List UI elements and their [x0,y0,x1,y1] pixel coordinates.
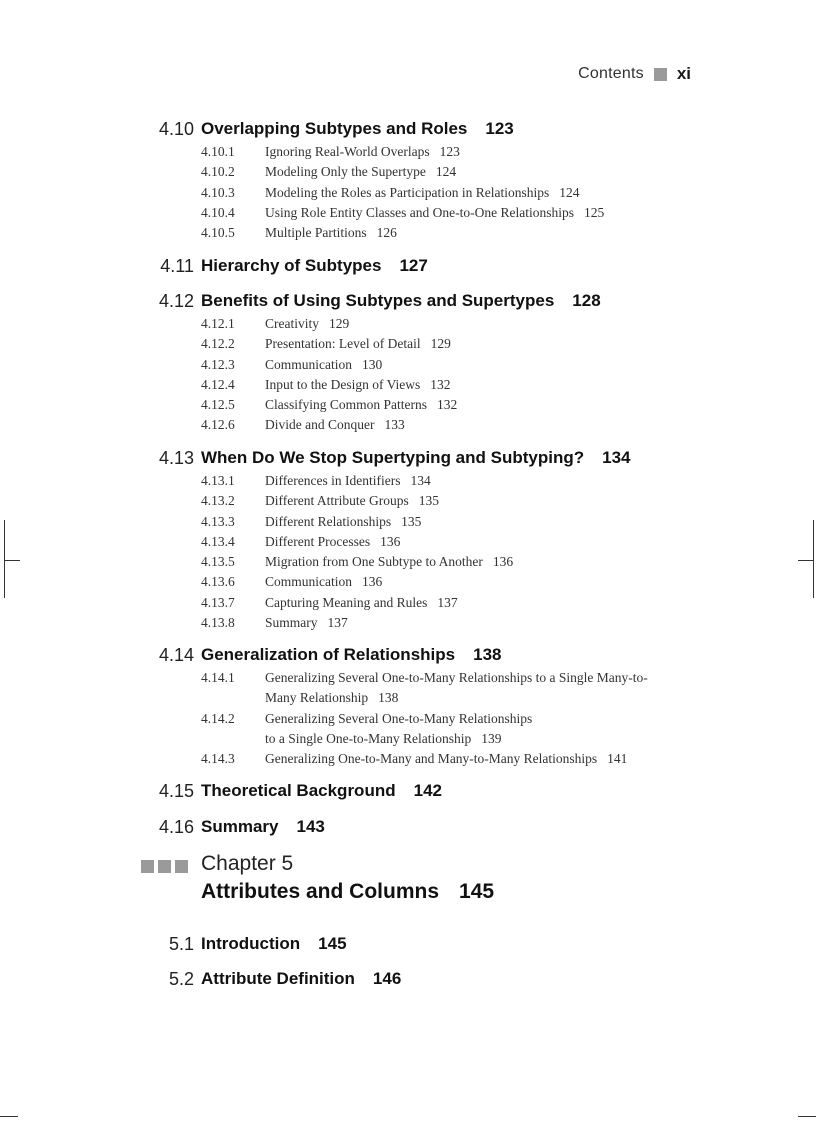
subsection-page: 125 [583,204,605,220]
subsection-number: 4.13.3 [201,513,235,529]
subsection-page: 135 [401,513,422,529]
section-page: 145 [318,934,347,953]
section-title-text: Benefits of Using Subtypes and Supertypes [201,291,555,310]
subsection-title-text: Ignoring Real-World Overlaps [265,144,430,159]
subsection-title [265,514,421,530]
section-title [201,817,325,837]
subsection-entry[interactable] [0,574,816,594]
subsection-entry[interactable] [0,377,816,397]
section-title-text: When Do We Stop Supertyping and Subtyping? [201,448,585,467]
running-header-label: Contents [578,65,644,82]
subsection-title-text: Generalizing Several One-to-Many Relationships [265,710,533,726]
subsection-entry[interactable] [0,595,816,615]
subsection-entry[interactable] [0,316,816,336]
section-title-text: Introduction [201,934,301,953]
toc-section [0,119,816,245]
subsection-title-text: Different Relationships [265,513,392,529]
subsection-title [265,357,382,373]
toc-section [0,256,816,280]
subsection-title-text: Multiple Partitions [265,225,367,241]
subsection-entry[interactable] [0,534,816,554]
subsection-entry[interactable] [0,670,816,690]
section-title [201,645,501,665]
toc-section-heading[interactable] [0,934,816,958]
section-title [201,291,601,311]
chapter-squares-icon [141,860,192,873]
gray-square-icon [654,68,667,81]
subsection-list [0,670,816,771]
page-number: xi [676,64,691,83]
section-number: 4.11 [160,256,194,276]
subsection-title-text: Different Attribute Groups [265,493,409,509]
subsection-title-text: Migration from One Subtype to Another [265,554,483,570]
subsection-entry[interactable] [0,205,816,225]
subsection-number: 4.10.3 [201,184,235,200]
subsection-entry[interactable] [0,225,816,245]
section-number: 4.16 [158,817,194,837]
subsection-page: 132 [430,376,451,392]
toc-section [0,817,816,841]
section-page: 128 [572,291,601,310]
crop-mark-left-h [4,560,20,561]
subsection-list [0,316,816,438]
subsection-title-text: Generalizing Several One-to-Many Relationships to a Single Many-to- [265,670,648,685]
subsection-page: 129 [430,336,451,352]
subsection-entry[interactable] [0,554,816,574]
subsection-title-text: Generalizing One-to-Many and Many-to-Many Relationships [265,751,598,767]
section-title-text: Generalization of Relationships [201,645,456,664]
section-title [201,781,442,801]
toc-section-heading[interactable] [0,817,816,841]
subsection-entry[interactable] [0,397,816,417]
subsection-entry[interactable] [0,493,816,513]
subsection-page: 136 [362,574,383,590]
section-page: 134 [602,448,631,467]
subsection-title-text: Input to the Design of Views [265,376,421,392]
subsection-page: 134 [410,473,431,488]
section-title-text: Hierarchy of Subtypes [201,256,382,275]
section-number: 5.2 [168,969,194,989]
subsection-number: 4.12.1 [201,316,235,331]
subsection-title [265,417,405,433]
subsection-title-text: to a Single One-to-Many Relationship [265,730,472,746]
subsection-title-text: Communication [265,356,352,372]
toc-section-heading[interactable] [0,448,816,472]
crop-mark-right-h [798,560,814,561]
subsection-page: 137 [327,615,348,631]
section-number: 4.12 [158,291,194,311]
subsection-number: 4.14.3 [201,751,235,767]
subsection-number: 4.10.1 [201,144,235,159]
subsection-page: 123 [439,144,460,159]
subsection-page: 133 [384,417,405,433]
toc-section-heading[interactable] [0,781,816,805]
section-title [201,119,514,139]
subsection-number: 4.13.5 [201,554,235,570]
toc-section-heading[interactable] [0,291,816,315]
subsection-number: 4.13.7 [201,594,235,610]
subsection-page: 136 [380,533,401,549]
subsection-title [265,225,397,241]
chapter-label: Chapter 5 [201,852,294,875]
subsection-title [265,751,627,767]
subsection-title-text: Presentation: Level of Detail [265,336,421,352]
section-page: 142 [413,781,442,800]
subsection-entry[interactable] [0,336,816,356]
crop-mark-left [4,520,5,598]
subsection-title [265,554,513,570]
subsection-title [265,185,579,201]
subsection-title [265,205,604,221]
subsection-title [265,493,439,509]
subsection-title [265,397,457,413]
subsection-page: 129 [329,316,350,331]
toc-section [0,781,816,805]
section-title [201,448,630,468]
subsection-page: 139 [481,730,502,746]
subsection-title-text: Summary [265,615,318,631]
section-number: 5.1 [168,934,194,954]
subsection-entry-continued[interactable] [0,690,816,710]
subsection-entry[interactable] [0,615,816,635]
subsection-entry[interactable] [0,417,816,437]
subsection-title-text: Many Relationship [265,690,369,706]
subsection-title [265,615,348,631]
subsection-entry[interactable] [0,514,816,534]
subsection-entry-continued[interactable] [0,731,816,751]
subsection-title [265,164,456,180]
subsection-number: 4.10.4 [201,204,235,220]
section-title-text: Overlapping Subtypes and Roles [201,119,468,138]
subsection-number: 4.13.4 [201,533,235,549]
subsection-title-text: Creativity [265,316,319,331]
subsection-list [0,473,816,635]
running-header [578,64,691,84]
subsection-title-text: Classifying Common Patterns [265,397,427,413]
subsection-title-text: Capturing Meaning and Rules [265,594,428,610]
subsection-number: 4.12.3 [201,356,235,372]
subsection-page: 138 [378,690,399,706]
section-page: 123 [485,119,514,138]
subsection-number: 4.12.6 [201,417,235,433]
subsection-page: 126 [376,225,397,241]
subsection-entry[interactable] [0,473,816,493]
subsection-title-text: Communication [265,574,352,590]
subsection-number: 4.14.1 [201,670,235,685]
subsection-page: 124 [559,184,580,200]
section-title-text: Attribute Definition [201,969,355,988]
toc-section-heading[interactable] [0,645,816,669]
toc-section [0,934,816,958]
subsection-page: 135 [418,493,439,509]
subsection-page: 132 [437,397,458,413]
subsection-title-text: Differences in Identifiers [265,473,401,488]
subsection-entry[interactable] [0,751,816,771]
section-title [201,934,347,954]
toc-section [0,291,816,438]
subsection-title [265,574,382,590]
crop-mark-bottom-left [0,1116,18,1117]
toc-section-heading[interactable] [0,256,816,280]
section-page: 143 [296,817,325,836]
section-title-text: Theoretical Background [201,781,396,800]
crop-mark-bottom-right [798,1116,816,1117]
subsection-page: 130 [362,356,383,372]
subsection-number: 4.13.8 [201,615,235,631]
subsection-title [265,711,532,727]
subsection-entry[interactable] [0,144,816,164]
subsection-title-text: Modeling Only the Supertype [265,164,426,180]
chapter-title [201,880,494,904]
toc-section [0,448,816,635]
subsection-number: 4.13.1 [201,473,235,488]
subsection-title [265,690,398,706]
subsection-title [265,336,451,352]
subsection-number: 4.13.2 [201,493,235,509]
section-number: 4.10 [158,119,194,139]
subsection-title [265,144,460,160]
subsection-number: 4.10.2 [201,164,235,180]
subsection-number: 4.12.5 [201,397,235,413]
subsection-title [265,731,501,747]
subsection-entry[interactable] [0,711,816,731]
section-number: 4.15 [158,781,194,801]
subsection-number: 4.14.2 [201,710,235,726]
chapter-page: 145 [459,880,495,903]
toc-section [0,645,816,771]
crop-mark-right [813,520,814,598]
subsection-number: 4.12.4 [201,376,235,392]
section-title [201,969,401,989]
subsection-title [265,670,648,686]
subsection-page: 137 [437,594,458,610]
section-number: 4.13 [158,448,194,468]
subsection-title [265,377,451,393]
section-title [201,256,428,276]
toc-section-heading[interactable] [0,119,816,143]
subsection-entry[interactable] [0,357,816,377]
subsection-title [265,595,458,611]
subsection-number: 4.10.5 [201,225,235,241]
subsection-title [265,473,431,489]
subsection-title-text: Using Role Entity Classes and One-to-One Relationships [265,204,574,220]
toc-section-heading[interactable] [0,969,816,993]
subsection-entry[interactable] [0,164,816,184]
subsection-entry[interactable] [0,185,816,205]
subsection-title [265,534,400,550]
subsection-title-text: Different Processes [265,533,371,549]
section-page: 127 [399,256,428,275]
subsection-page: 141 [607,751,628,767]
chapter-title-text: Attributes and Columns [201,880,440,903]
subsection-list [0,144,816,245]
subsection-page: 124 [435,164,457,180]
subsection-title [265,316,349,332]
subsection-number: 4.12.2 [201,336,235,352]
section-title-text: Summary [201,817,279,836]
subsection-title-text: Divide and Conquer [265,417,375,433]
section-number: 4.14 [158,645,194,665]
section-page: 138 [473,645,502,664]
toc-section [0,969,816,993]
subsection-title-text: Modeling the Roles as Participation in Relationships [265,184,550,200]
subsection-page: 136 [492,554,514,570]
section-page: 146 [372,969,402,988]
subsection-number: 4.13.6 [201,574,235,590]
